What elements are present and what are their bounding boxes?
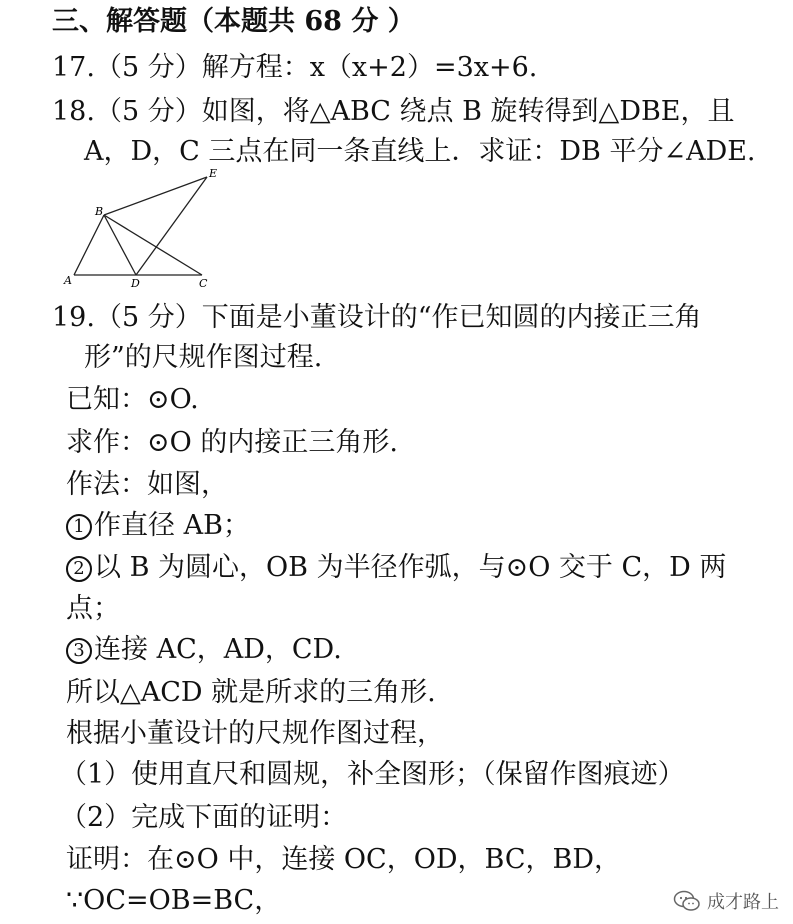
watermark-text: 成才路上 [707,892,779,913]
question-18-line-2: A，D，C 三点在同一条直线上．求证：DB 平分∠ADE. [84,136,756,167]
step-2-continued: 点； [66,593,120,624]
step-2-number: 2 [66,556,92,582]
step-3 [66,632,342,668]
step-3-number: 3 [66,638,92,664]
segment-ab [74,215,104,275]
label-e: E [209,167,218,180]
proof-line-2: ∵OC=OB=BC， [66,885,282,916]
label-c: C [199,277,208,289]
step-1 [66,508,250,544]
step-2 [66,550,726,586]
part-1: （1）使用直尺和圆规，补全图形；（保留作图痕迹） [60,759,685,790]
label-d: D [131,277,140,289]
part-2: （2）完成下面的证明： [60,802,348,833]
segment-bd [104,215,136,275]
step-3-text: 连接 AC，AD，CD. [94,634,342,665]
question-19-line-2: 形”的尺规作图过程. [84,342,323,373]
method: 作法：如图， [66,469,228,500]
proof-line-1: 证明：在⊙O 中，连接 OC，OD，BC，BD， [66,844,621,875]
segment-be [104,177,207,215]
step-2-text: 以 B 为圆心，OB 为半径作弧，与⊙O 交于 C，D 两 [94,552,727,583]
question-19-line-1: 19.（5 分）下面是小董设计的“作已知圆的内接正三角 [52,302,702,333]
segment-bc [104,215,202,275]
conclusion: 所以△ACD 就是所求的三角形. [66,677,436,708]
segment-de [136,177,207,275]
label-a: A [64,274,72,287]
question-18-line-1: 18.（5 分）如图，将△ABC 绕点 B 旋转得到△DBE，且 [52,96,735,127]
step-1-text: 作直径 AB； [94,510,250,541]
task: 求作：⊙O 的内接正三角形. [66,427,398,458]
label-b: B [95,205,104,218]
question-17: 17.（5 分）解方程：x（x+2）=3x+6. [52,52,538,83]
watermark [673,888,779,914]
intro: 根据小董设计的尺规作图过程， [66,718,444,749]
known: 已知：⊙O. [66,384,199,415]
step-1-number: 1 [66,514,92,540]
wechat-icon [673,890,701,912]
section-title: 三、解答题（本题共 68 分 ） [52,6,415,37]
triangle-rotation-figure [62,165,222,289]
